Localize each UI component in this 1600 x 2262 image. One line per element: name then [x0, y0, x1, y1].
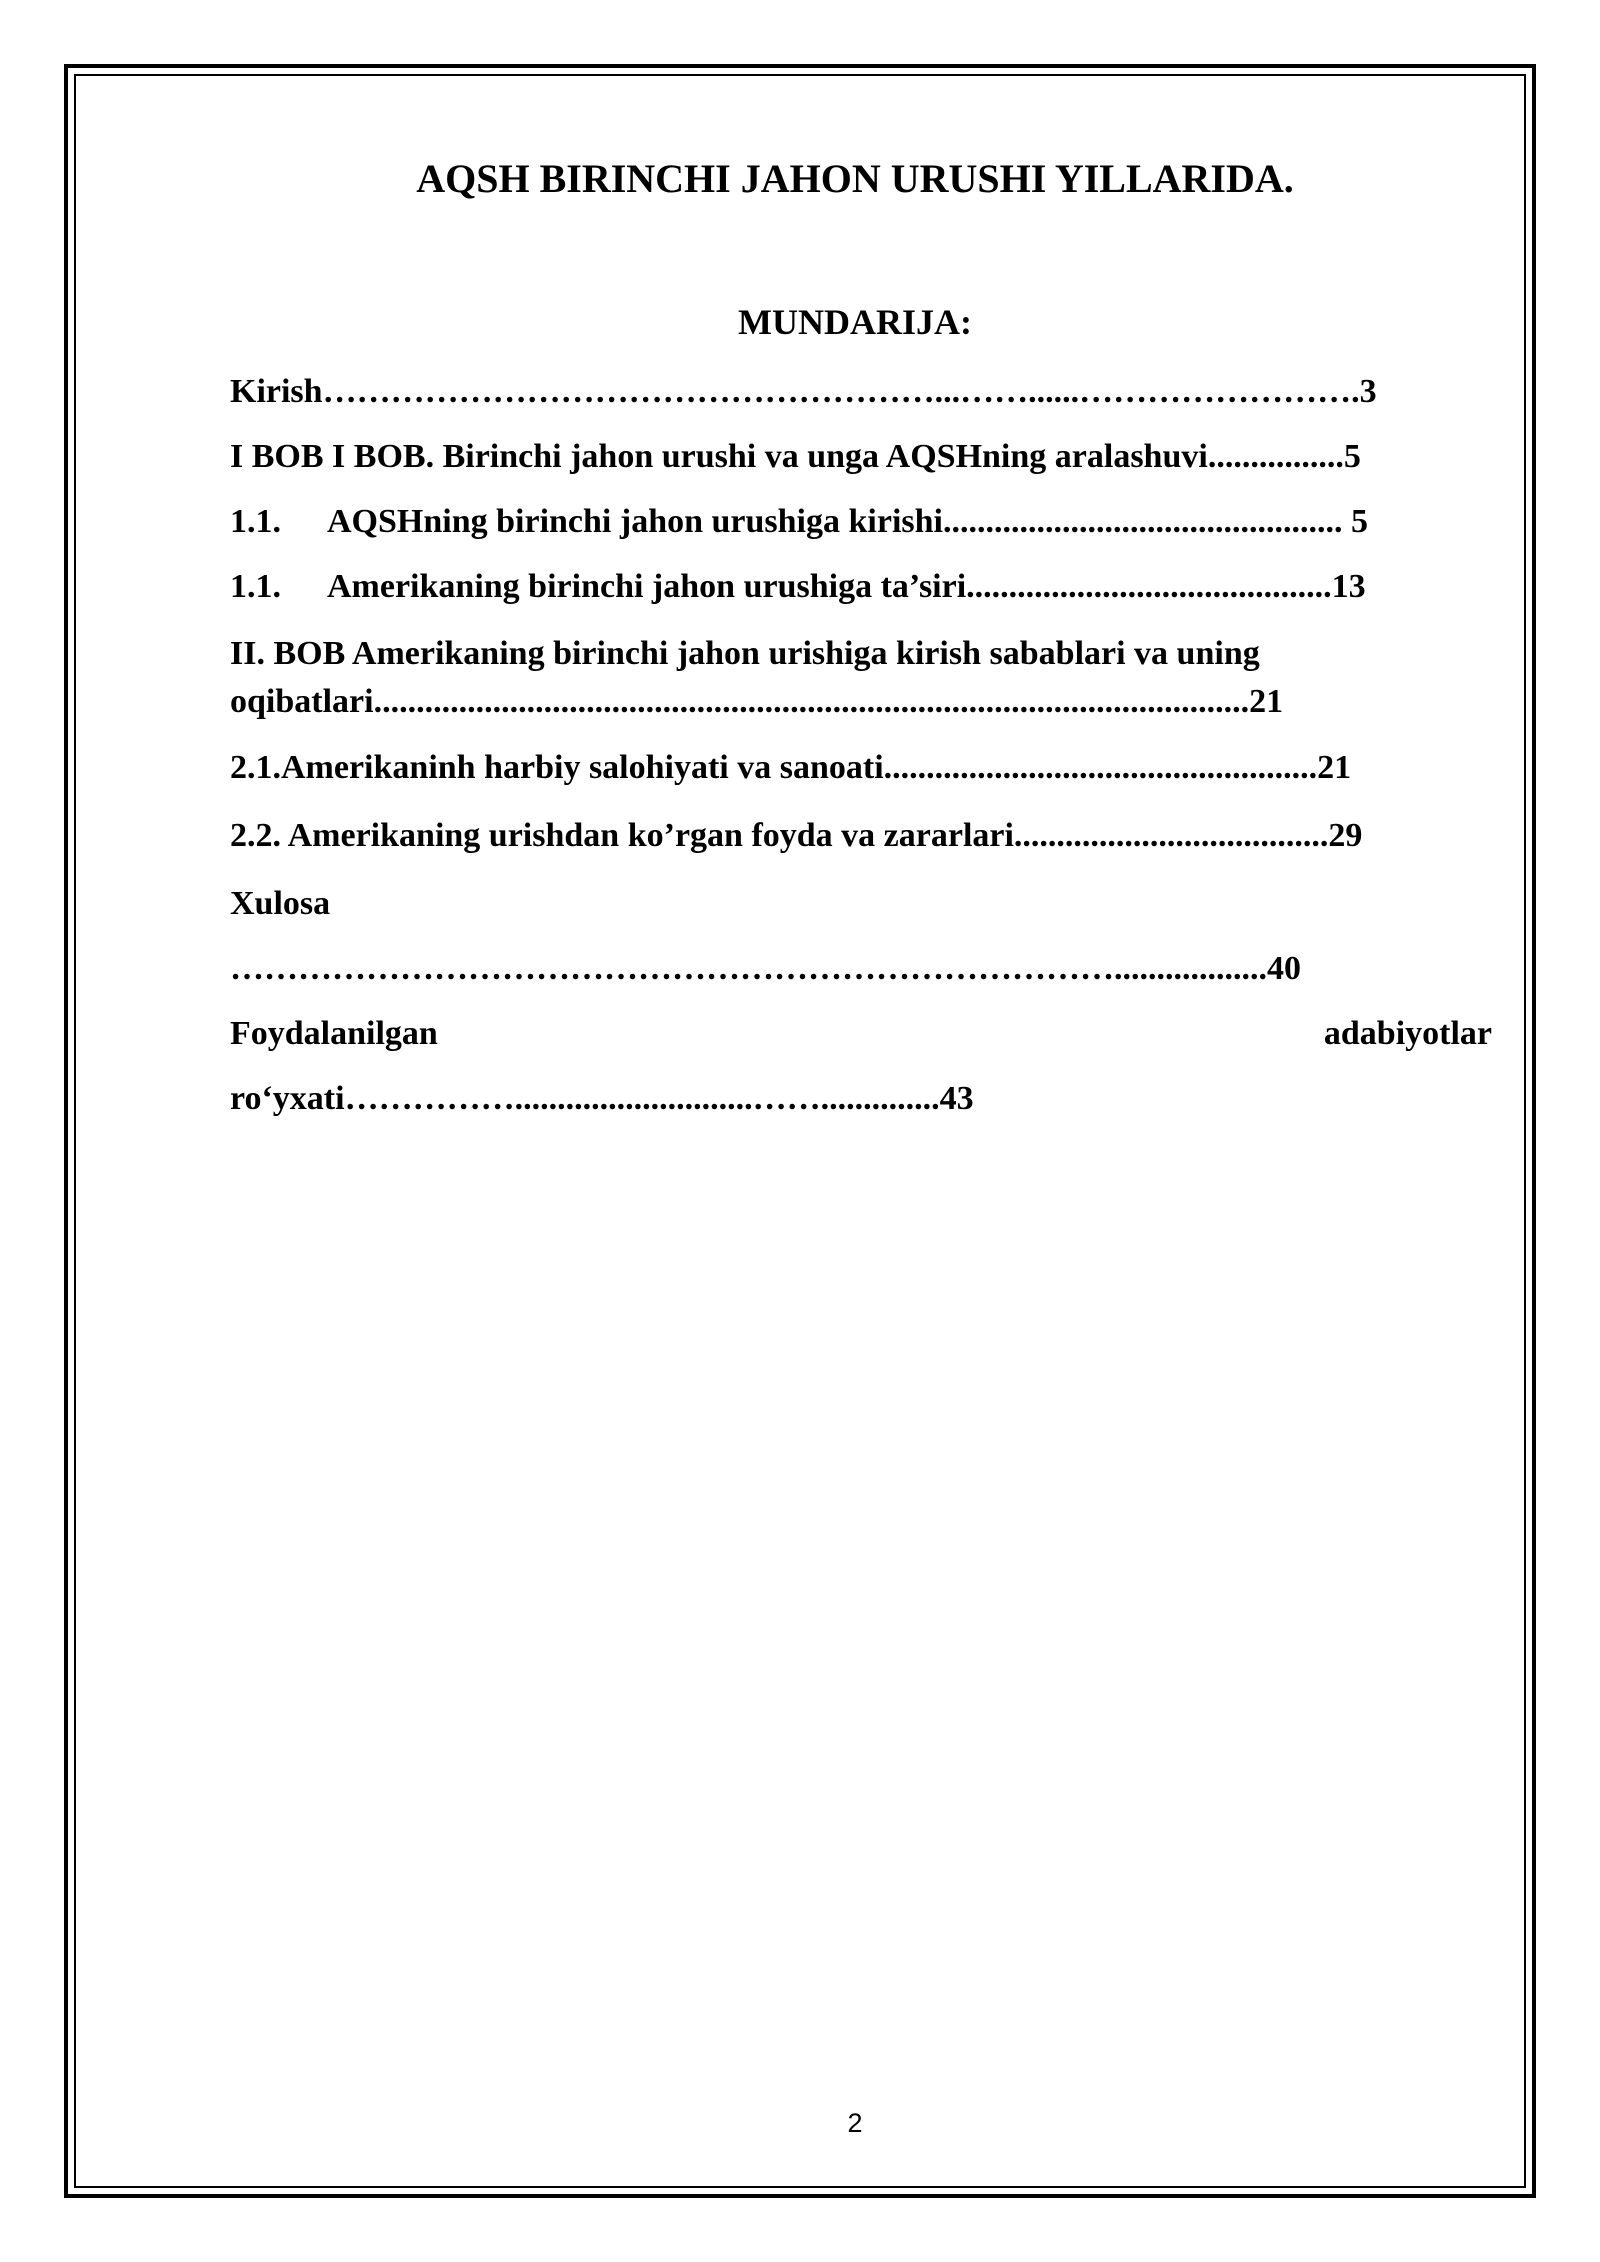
toc-entry-label: Xulosa: [230, 885, 331, 922]
toc-entry-label: 2.1.Amerikaninh harbiy salohiyati va sanoati...................................................21: [230, 749, 1352, 786]
toc-entry-xulosa[interactable]: [230, 880, 1492, 993]
toc-entry-references[interactable]: [230, 1010, 1492, 1123]
toc-entry-label: I BOB I BOB. Birinchi jahon urushi va unga AQSHning aralashuvi................5: [230, 438, 1361, 475]
toc-entry-kirish[interactable]: [230, 368, 1492, 416]
toc-entry-label: II. BOB Amerikaning birinchi jahon urishiga kirish sabablari va uning: [230, 635, 1260, 672]
toc-entry-section-2-2[interactable]: [230, 812, 1492, 860]
toc-entry-label-continued: oqibatlari.......................................................................................................21: [230, 683, 1284, 720]
page-number: 2: [847, 2108, 863, 2138]
toc-heading: MUNDARIJA:: [738, 302, 972, 342]
toc-entry-number: 1.1.: [230, 568, 281, 605]
toc-entry-label: Amerikaning birinchi jahon urushiga ta’siri...........................................13: [327, 568, 1366, 605]
toc-entry-leader: ……………………………………………………………………..................40: [230, 950, 1301, 987]
toc-entry-label-left: Foydalanilgan: [230, 1015, 438, 1052]
toc-entry-label-right: adabiyotlar: [1323, 1015, 1492, 1052]
toc-entry-section-1-1-second[interactable]: [230, 563, 1492, 611]
toc-entry-number: 1.1.: [230, 503, 281, 540]
toc-entry-section-2-1[interactable]: [230, 744, 1492, 792]
toc-entry-section-1-1[interactable]: [230, 498, 1492, 546]
toc-entry-label: AQSHning birinchi jahon urushiga kirishi............................................... 5: [327, 503, 1368, 540]
toc-entry-chapter-2[interactable]: [230, 630, 1492, 726]
toc-entry-label: 2.2. Amerikaning urishdan ko’rgan foyda va zararlari.....................................29: [230, 817, 1363, 854]
document-title: AQSH BIRINCHI JAHON URUSHI YILLARIDA.: [416, 156, 1294, 201]
toc-entry-label: Kirish………………………………………………...……......…………………….3: [230, 373, 1377, 410]
toc-entry-label-continued: ro‘yxati……………............................……..............43: [230, 1080, 974, 1117]
toc-entry-chapter-1[interactable]: [230, 433, 1492, 481]
